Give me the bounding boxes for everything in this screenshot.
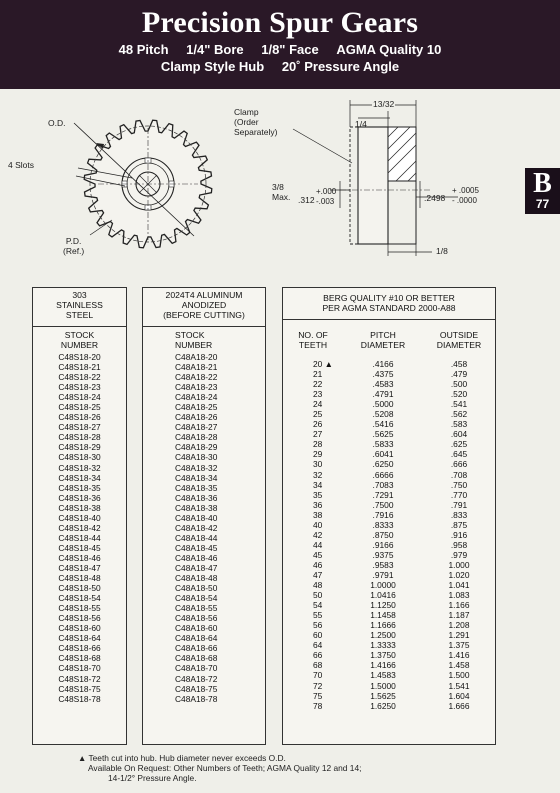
- pitch-diameter: 1.0000: [370, 580, 396, 591]
- aluminum-stock-number: C48A18-21: [175, 362, 218, 373]
- teeth-count: 68: [313, 660, 323, 671]
- pitch-diameter: 1.2500: [370, 630, 396, 641]
- teeth-count: 29: [313, 449, 323, 460]
- aluminum-stock-number: C48A18-72: [175, 673, 218, 684]
- outside-diameter: .479: [450, 369, 468, 380]
- stainless-stock-number: C48S18-25: [58, 402, 101, 413]
- stainless-stock-number: C48S18-48: [58, 573, 101, 584]
- footnote: [78, 753, 361, 783]
- teeth-count: 23: [313, 389, 323, 400]
- stainless-steel-table: [32, 287, 127, 745]
- gear-front-view: [74, 120, 212, 248]
- aluminum-table: [142, 287, 266, 745]
- outside-diameter: 1.187: [448, 610, 470, 621]
- stainless-stock-number: C48S18-66: [58, 643, 101, 654]
- stainless-stock-number: C48S18-45: [58, 542, 101, 553]
- pitch-diameter: .6250: [372, 459, 394, 470]
- outside-diameter: .604: [450, 429, 468, 440]
- pitch-diameter: .7916: [372, 509, 394, 520]
- tol-312: +.000 -.003: [316, 187, 337, 206]
- teeth-count: 42: [313, 529, 323, 540]
- pitch-diameter: 1.5625: [370, 690, 396, 701]
- outside-diameter: 1.000: [448, 559, 470, 570]
- dim-1-4: 1/4: [355, 119, 367, 129]
- outside-diameter: 1.604: [448, 690, 470, 701]
- teeth-count: 75: [313, 690, 323, 701]
- stainless-stock-number: C48S18-27: [58, 422, 101, 433]
- outside-diameter: 1.541: [448, 680, 470, 691]
- pd-label: P.D. (Ref.): [63, 236, 85, 256]
- stainless-material-header: 303 STAINLESS STEEL: [33, 288, 126, 327]
- outside-diameter: .916: [450, 529, 468, 540]
- spec-rows: [283, 359, 495, 711]
- aluminum-stock-number: C48A18-24: [175, 392, 218, 403]
- pitch-diameter: .7291: [372, 489, 394, 500]
- spec-line-1: [0, 41, 560, 58]
- aluminum-stock-number: C48A18-26: [175, 412, 218, 423]
- pitch-diameter: .5416: [372, 419, 394, 430]
- stainless-stock-number: C48S18-36: [58, 492, 101, 503]
- aluminum-stock-number: C48A18-64: [175, 633, 218, 644]
- pitch-diameter: 1.1666: [370, 620, 396, 631]
- dim-312: .312: [298, 195, 315, 205]
- stainless-stock-number: C48S18-21: [58, 362, 101, 373]
- teeth-count: 38: [313, 509, 323, 520]
- pitch-diameter: .9375: [372, 549, 394, 560]
- pitch-diameter: 1.4583: [370, 670, 396, 681]
- outside-diameter: .770: [450, 489, 468, 500]
- face-spec: 1/8" Face: [261, 42, 319, 57]
- outside-diameter: .625: [450, 439, 468, 450]
- stainless-stock-number: C48S18-54: [58, 593, 101, 604]
- gear-side-view: [293, 100, 458, 256]
- teeth-count: 64: [313, 640, 323, 651]
- stainless-stock-number: C48S18-22: [58, 372, 101, 383]
- aluminum-stock-number: C48A18-45: [175, 542, 218, 553]
- pitch-diameter: .6666: [372, 469, 394, 480]
- outside-diameter: 1.208: [448, 620, 470, 631]
- aluminum-stock-number: C48A18-47: [175, 562, 218, 573]
- stainless-stock-number: C48S18-20: [58, 352, 101, 362]
- pitch-diameter: .5000: [372, 399, 394, 410]
- aluminum-stock-number: C48A18-54: [175, 593, 218, 604]
- teeth-count: 72: [313, 680, 323, 691]
- stainless-stock-number: C48S18-44: [58, 532, 101, 543]
- pitch-diameter: .5625: [372, 429, 394, 440]
- aluminum-stock-number: C48A18-22: [175, 372, 218, 383]
- pitch-diameter: .4791: [372, 389, 394, 400]
- aluminum-stock-header: STOCK NUMBER: [175, 330, 213, 350]
- outside-diameter: 1.458: [448, 660, 470, 671]
- section-tab: [525, 168, 560, 214]
- pitch-diameter: .5208: [372, 409, 394, 420]
- aluminum-stock-number: C48A18-46: [175, 552, 218, 563]
- page-title: Precision Spur Gears: [141, 6, 419, 39]
- pitch-diameter: 1.1458: [370, 610, 396, 621]
- hub-spec: Clamp Style Hub: [160, 59, 265, 74]
- pitch-diameter: 1.5000: [370, 680, 396, 691]
- stainless-stock-number: C48S18-28: [58, 432, 101, 443]
- stainless-stock-number: C48S18-24: [58, 392, 101, 403]
- tol-2498: + .0005 - .0000: [452, 186, 479, 205]
- teeth-count: 40: [313, 519, 323, 530]
- pitch-spec: 48 Pitch: [118, 42, 169, 57]
- pitch-diameter: 1.3750: [370, 650, 396, 661]
- aluminum-stock-number: C48A18-35: [175, 482, 218, 493]
- outside-diameter: 1.375: [448, 640, 470, 651]
- stainless-stock-number: C48S18-56: [58, 613, 101, 624]
- outside-diameter: .750: [450, 479, 468, 490]
- stainless-stock-number: C48S18-50: [58, 583, 101, 594]
- aluminum-stock-number: C48A18-70: [175, 663, 218, 674]
- teeth-count: 54: [313, 600, 323, 611]
- outside-diameter: .500: [450, 379, 468, 390]
- pitch-diameter: 1.4166: [370, 660, 396, 671]
- aluminum-stock-number: C48A18-36: [175, 492, 218, 503]
- teeth-count: 22: [313, 379, 323, 390]
- teeth-count: 60: [313, 630, 323, 641]
- pitch-diameter: .5833: [372, 439, 394, 450]
- od-label: O.D.: [48, 118, 66, 128]
- stainless-stock-number: C48S18-78: [58, 693, 101, 704]
- outside-diameter: 1.083: [448, 590, 470, 601]
- dim-13-32: 13/32: [373, 99, 395, 109]
- stainless-stock-number: C48S18-60: [58, 623, 101, 634]
- aluminum-stock-number: C48A18-28: [175, 432, 218, 443]
- page-number: 77: [535, 197, 550, 211]
- stainless-stock-number: C48S18-30: [58, 452, 101, 463]
- aluminum-stock-number: C48A18-78: [175, 693, 218, 704]
- outside-diameter: .458: [450, 359, 468, 369]
- pitch-diameter: .9791: [372, 569, 394, 580]
- aluminum-stock-number: C48A18-44: [175, 532, 218, 543]
- section-letter: B: [533, 168, 552, 199]
- aluminum-stock-number: C48A18-48: [175, 573, 218, 584]
- footnote-line-1: ▲ Teeth cut into hub. Hub diameter never exceeds O.D.: [78, 753, 286, 763]
- outside-diameter: .958: [450, 539, 468, 550]
- teeth-list: [283, 359, 343, 711]
- stainless-stock-number: C48S18-70: [58, 663, 101, 674]
- pitch-diameter: 1.0416: [370, 590, 396, 601]
- outside-diameter-header: OUTSIDE DIAMETER: [436, 330, 482, 350]
- pitch-diameter: 1.3333: [370, 640, 396, 651]
- pitch-diameter: 1.6250: [370, 700, 396, 711]
- pitch-diameter: .7083: [372, 479, 394, 490]
- teeth-count: 25: [313, 409, 323, 420]
- outside-diameter: .979: [450, 549, 468, 560]
- aluminum-stock-number: C48A18-29: [175, 442, 218, 453]
- teeth-count: 21: [313, 369, 323, 380]
- teeth-count: 27: [313, 429, 323, 440]
- teeth-count: 66: [313, 650, 323, 661]
- pitch-diameter: .6041: [372, 449, 394, 460]
- stainless-stock-number: C48S18-47: [58, 562, 101, 573]
- dim-1-8: 1/8: [436, 246, 448, 256]
- spec-column-headers: [283, 320, 495, 359]
- aluminum-stock-number: C48A18-50: [175, 583, 218, 594]
- clamp-label: Clamp (Order Separately): [234, 107, 278, 137]
- pitch-diameter: .4375: [372, 369, 394, 380]
- outside-diameter: .562: [450, 409, 468, 420]
- stainless-stock-number: C48S18-72: [58, 673, 101, 684]
- quality-spec: AGMA Quality 10: [336, 42, 442, 57]
- specifications-table: [282, 287, 496, 745]
- stainless-stock-number: C48S18-55: [58, 603, 101, 614]
- teeth-header: NO. OF TEETH: [298, 330, 328, 350]
- pitch-diameter: .4166: [372, 359, 394, 369]
- teeth-count: 78: [313, 700, 323, 711]
- teeth-count: 24: [313, 399, 323, 410]
- outside-diameter: .708: [450, 469, 468, 480]
- pitch-diameter: .4583: [372, 379, 394, 390]
- stainless-stock-number: C48S18-32: [58, 462, 101, 473]
- outside-diameter: .666: [450, 459, 468, 470]
- outside-diameter-list: [423, 359, 495, 711]
- pressure-angle-spec: 20˚ Pressure Angle: [281, 59, 400, 74]
- teeth-count: 70: [313, 670, 323, 681]
- stainless-stock-number: C48S18-26: [58, 412, 101, 423]
- aluminum-stock-list: [143, 352, 265, 704]
- teeth-count: 50: [313, 590, 323, 601]
- teeth-count: 28: [313, 439, 323, 450]
- pitch-diameter: .9166: [372, 539, 394, 550]
- teeth-count: 45: [313, 549, 323, 560]
- outside-diameter: 1.416: [448, 650, 470, 661]
- aluminum-stock-number: C48A18-75: [175, 683, 218, 694]
- teeth-count: 30: [313, 459, 323, 470]
- outside-diameter: .833: [450, 509, 468, 520]
- teeth-count: 36: [313, 499, 323, 510]
- teeth-count: 48: [313, 580, 323, 591]
- bore-spec: 1/4" Bore: [186, 42, 244, 57]
- teeth-count: 46: [313, 559, 323, 570]
- aluminum-stock-number: C48A18-30: [175, 452, 218, 463]
- aluminum-stock-number: C48A18-40: [175, 512, 218, 523]
- aluminum-stock-number: C48A18-34: [175, 472, 218, 483]
- dim-3-8-max: 3/8 Max.: [272, 182, 291, 202]
- outside-diameter: 1.291: [448, 630, 470, 641]
- aluminum-stock-number: C48A18-55: [175, 603, 218, 614]
- outside-diameter: 1.666: [448, 700, 470, 711]
- page-header: [0, 0, 560, 89]
- pitch-diameter: .9583: [372, 559, 394, 570]
- aluminum-stock-number: C48A18-32: [175, 462, 218, 473]
- stainless-stock-number: C48S18-40: [58, 512, 101, 523]
- aluminum-stock-number: C48A18-25: [175, 402, 218, 413]
- pitch-diameter: .8333: [372, 519, 394, 530]
- spec-line-2: [0, 58, 560, 75]
- aluminum-stock-number: C48A18-42: [175, 522, 218, 533]
- pitch-diameter: .8750: [372, 529, 394, 540]
- footnote-line-3: 14-1/2° Pressure Angle.: [108, 773, 197, 783]
- stainless-stock-number: C48S18-35: [58, 482, 101, 493]
- dim-2498: .2498: [424, 193, 446, 203]
- outside-diameter: .583: [450, 419, 468, 430]
- aluminum-material-header: 2024T4 ALUMINUM ANODIZED (BEFORE CUTTING): [143, 288, 265, 327]
- stainless-stock-number: C48S18-68: [58, 653, 101, 664]
- teeth-count: 32: [313, 469, 323, 480]
- aluminum-stock-number: C48A18-68: [175, 653, 218, 664]
- teeth-count: 55: [313, 610, 323, 621]
- pitch-diameter-list: [343, 359, 423, 711]
- stainless-stock-number: C48S18-64: [58, 633, 101, 644]
- teeth-count: 56: [313, 620, 323, 631]
- stainless-stock-number: C48S18-29: [58, 442, 101, 453]
- teeth-count: 35: [313, 489, 323, 500]
- stainless-stock-header: STOCK NUMBER: [60, 330, 99, 350]
- aluminum-stock-number: C48A18-60: [175, 623, 218, 634]
- aluminum-stock-number: C48A18-38: [175, 502, 218, 513]
- stainless-stock-number: C48S18-34: [58, 472, 101, 483]
- quality-standard-header: BERG QUALITY #10 OR BETTER PER AGMA STANDARD 2000-A88: [283, 288, 495, 320]
- outside-diameter: .541: [450, 399, 468, 410]
- stainless-stock-number: C48S18-38: [58, 502, 101, 513]
- stainless-stock-number: C48S18-75: [58, 683, 101, 694]
- teeth-count: 44: [313, 539, 323, 550]
- outside-diameter: .520: [450, 389, 468, 400]
- aluminum-stock-number: C48A18-20: [175, 352, 218, 362]
- outside-diameter: .875: [450, 519, 468, 530]
- pitch-diameter-header: PITCH DIAMETER: [360, 330, 406, 350]
- teeth-count: 34: [313, 479, 323, 490]
- aluminum-stock-number: C48A18-27: [175, 422, 218, 433]
- aluminum-stock-number: C48A18-23: [175, 382, 218, 393]
- teeth-count: 26: [313, 419, 323, 430]
- teeth-count: 20 ▲: [313, 359, 333, 369]
- stainless-stock-number: C48S18-42: [58, 522, 101, 533]
- outside-diameter: 1.041: [448, 580, 470, 591]
- aluminum-stock-number: C48A18-66: [175, 643, 218, 654]
- teeth-count: 47: [313, 569, 323, 580]
- outside-diameter: .791: [450, 499, 468, 510]
- slots-label: 4 Slots: [8, 160, 34, 170]
- outside-diameter: .645: [450, 449, 468, 460]
- outside-diameter: 1.500: [448, 670, 470, 681]
- stainless-stock-number: C48S18-23: [58, 382, 101, 393]
- aluminum-stock-number: C48A18-56: [175, 613, 218, 624]
- pitch-diameter: .7500: [372, 499, 394, 510]
- outside-diameter: 1.020: [448, 569, 470, 580]
- stainless-stock-list: [33, 352, 126, 704]
- outside-diameter: 1.166: [448, 600, 470, 611]
- pitch-diameter: 1.1250: [370, 600, 396, 611]
- footnote-line-2: Available On Request: Other Numbers of Teeth; AGMA Quality 12 and 14;: [88, 763, 362, 773]
- stainless-stock-number: C48S18-46: [58, 552, 101, 563]
